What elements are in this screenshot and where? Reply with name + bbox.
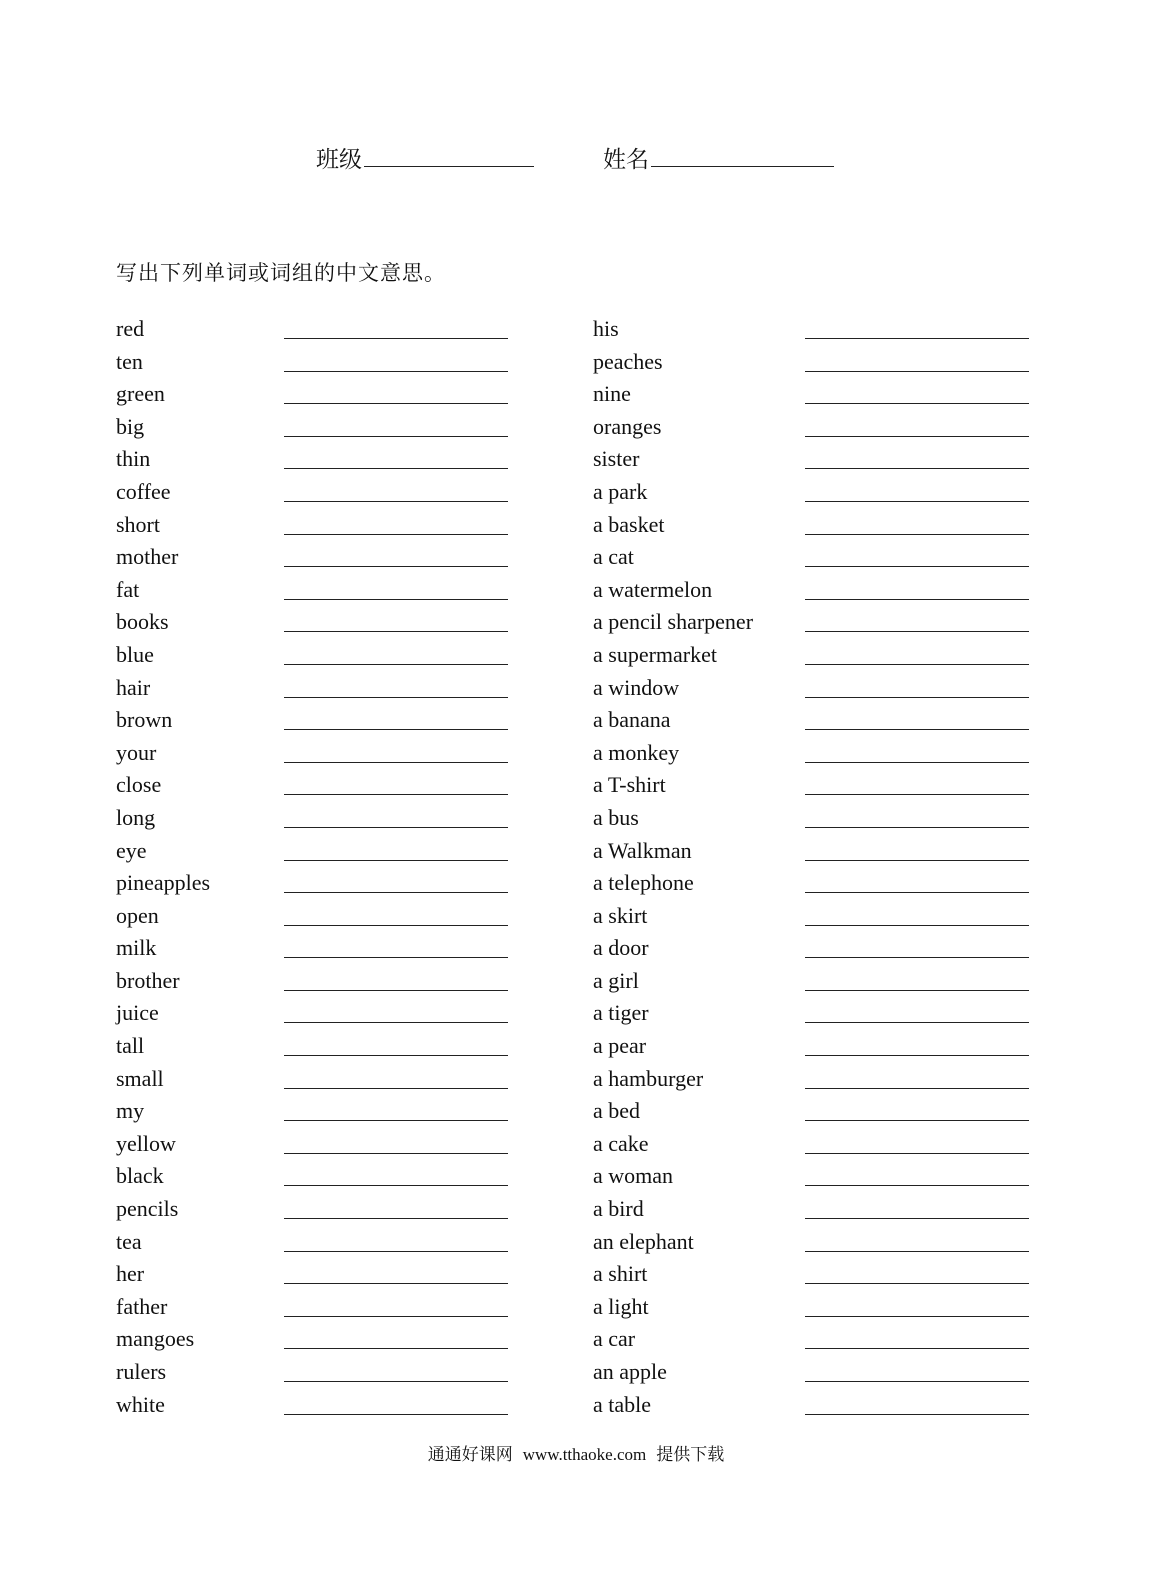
- answer-blank[interactable]: [805, 1153, 1029, 1154]
- vocab-row: [116, 870, 576, 903]
- vocab-row: [593, 512, 1053, 545]
- vocab-row: [593, 544, 1053, 577]
- footer-note: 提供下载: [656, 1445, 725, 1464]
- vocab-word: a T-shirt: [593, 772, 666, 798]
- vocab-row: [116, 1098, 576, 1131]
- answer-blank[interactable]: [805, 827, 1029, 828]
- answer-blank[interactable]: [805, 1316, 1029, 1317]
- vocab-word: books: [116, 609, 169, 635]
- answer-blank[interactable]: [284, 566, 508, 567]
- vocab-word: fat: [116, 576, 140, 602]
- vocab-word: a window: [593, 674, 680, 700]
- vocab-row: [593, 642, 1053, 675]
- vocab-row: [116, 642, 576, 675]
- answer-blank[interactable]: [805, 403, 1029, 404]
- answer-blank[interactable]: [805, 1055, 1029, 1056]
- vocab-word: a hamburger: [593, 1065, 704, 1091]
- vocab-row: [116, 1326, 576, 1359]
- vocab-row: [593, 740, 1053, 773]
- vocab-row: [593, 838, 1053, 871]
- vocab-word: pineapples: [116, 870, 211, 896]
- vocab-word: a Walkman: [593, 837, 692, 863]
- vocab-row: [593, 577, 1053, 610]
- vocab-word: my: [116, 1098, 145, 1124]
- vocab-word: mother: [116, 544, 179, 570]
- answer-blank[interactable]: [284, 1022, 508, 1023]
- vocab-word: thin: [116, 446, 151, 472]
- answer-blank[interactable]: [805, 631, 1029, 632]
- answer-blank[interactable]: [805, 1218, 1029, 1219]
- vocab-row: [593, 1163, 1053, 1196]
- answer-blank[interactable]: [805, 501, 1029, 502]
- vocab-word: your: [116, 739, 157, 765]
- vocab-word: short: [116, 511, 160, 537]
- vocab-word: her: [116, 1261, 145, 1287]
- vocab-row: [116, 479, 576, 512]
- vocab-word: a supermarket: [593, 641, 717, 667]
- vocab-word: a park: [593, 478, 648, 504]
- vocab-word: peaches: [593, 348, 663, 374]
- answer-blank[interactable]: [805, 1348, 1029, 1349]
- answer-blank[interactable]: [805, 892, 1029, 893]
- vocab-row: [593, 316, 1053, 349]
- answer-blank[interactable]: [805, 1283, 1029, 1284]
- vocab-row: [116, 381, 576, 414]
- vocab-row: [116, 1000, 576, 1033]
- answer-blank[interactable]: [284, 338, 508, 339]
- vocab-word: brown: [116, 707, 173, 733]
- answer-blank[interactable]: [805, 860, 1029, 861]
- footer-url: www.tthaoke.com: [522, 1445, 647, 1464]
- vocab-word: a banana: [593, 707, 671, 733]
- answer-blank[interactable]: [284, 794, 508, 795]
- answer-blank[interactable]: [284, 436, 508, 437]
- vocab-word: hair: [116, 674, 151, 700]
- answer-blank[interactable]: [284, 1316, 508, 1317]
- vocab-row: [116, 446, 576, 479]
- vocab-word: a watermelon: [593, 576, 713, 602]
- answer-blank[interactable]: [284, 1283, 508, 1284]
- footer-site-name: 通通好课网: [427, 1445, 513, 1464]
- answer-blank[interactable]: [805, 794, 1029, 795]
- vocab-word: a cake: [593, 1130, 649, 1156]
- vocab-word: father: [116, 1293, 168, 1319]
- vocab-word: red: [116, 316, 145, 341]
- answer-blank[interactable]: [284, 1088, 508, 1089]
- answer-blank[interactable]: [805, 338, 1029, 339]
- answer-blank[interactable]: [284, 892, 508, 893]
- vocab-row: [116, 1163, 576, 1196]
- vocab-word: nine: [593, 381, 631, 407]
- vocab-word: a monkey: [593, 739, 680, 765]
- vocab-row: [593, 349, 1053, 382]
- answer-blank[interactable]: [805, 957, 1029, 958]
- vocab-word: a bird: [593, 1196, 644, 1222]
- vocab-row: [593, 446, 1053, 479]
- vocab-row: [593, 870, 1053, 903]
- vocab-word: small: [116, 1065, 164, 1091]
- vocab-word: blue: [116, 641, 154, 667]
- answer-blank[interactable]: [284, 1120, 508, 1121]
- vocab-word: rulers: [116, 1359, 167, 1384]
- answer-blank[interactable]: [284, 1185, 508, 1186]
- answer-blank[interactable]: [805, 925, 1029, 926]
- vocab-row: [116, 1261, 576, 1294]
- class-field: [316, 138, 534, 180]
- vocab-word: pencils: [116, 1196, 179, 1222]
- answer-blank[interactable]: [284, 729, 508, 730]
- answer-blank[interactable]: [284, 697, 508, 698]
- vocab-row: [593, 903, 1053, 936]
- vocab-word: white: [116, 1391, 165, 1417]
- vocab-row: [116, 1359, 576, 1392]
- vocab-row: [593, 772, 1053, 805]
- vocab-row: [116, 1392, 576, 1425]
- vocab-word: a woman: [593, 1163, 674, 1189]
- vocab-row: [593, 1196, 1053, 1229]
- vocab-word: tall: [116, 1033, 145, 1059]
- answer-blank[interactable]: [805, 729, 1029, 730]
- vocab-word: a tiger: [593, 1000, 649, 1026]
- vocab-word: long: [116, 804, 156, 830]
- answer-blank[interactable]: [284, 1414, 508, 1415]
- vocab-word: big: [116, 413, 145, 439]
- vocab-word: milk: [116, 935, 157, 961]
- vocab-row: [116, 968, 576, 1001]
- vocab-row: [593, 1294, 1053, 1327]
- vocab-word: a basket: [593, 511, 665, 537]
- vocab-row: [116, 1066, 576, 1099]
- vocab-word: a cat: [593, 544, 634, 570]
- vocab-row: [593, 1326, 1053, 1359]
- vocab-row: [593, 675, 1053, 708]
- answer-blank[interactable]: [284, 1251, 508, 1252]
- vocab-row: [116, 1131, 576, 1164]
- vocab-word: a girl: [593, 967, 639, 993]
- answer-blank[interactable]: [284, 1055, 508, 1056]
- vocab-word: close: [116, 772, 162, 798]
- vocab-row: [116, 316, 576, 349]
- vocab-row: [116, 740, 576, 773]
- answer-blank[interactable]: [805, 1022, 1029, 1023]
- vocab-row: [593, 1098, 1053, 1131]
- vocab-word: a table: [593, 1391, 652, 1417]
- answer-blank[interactable]: [805, 1414, 1029, 1415]
- answer-blank[interactable]: [284, 403, 508, 404]
- answer-blank[interactable]: [805, 762, 1029, 763]
- answer-blank[interactable]: [284, 371, 508, 372]
- answer-blank[interactable]: [284, 501, 508, 502]
- answer-blank[interactable]: [284, 762, 508, 763]
- vocab-row: [116, 838, 576, 871]
- vocab-word: sister: [593, 446, 640, 472]
- answer-blank[interactable]: [284, 925, 508, 926]
- vocab-row: [593, 1033, 1053, 1066]
- answer-blank[interactable]: [284, 468, 508, 469]
- answer-blank[interactable]: [805, 436, 1029, 437]
- vocab-word: black: [116, 1163, 164, 1189]
- answer-blank[interactable]: [284, 631, 508, 632]
- answer-blank[interactable]: [284, 599, 508, 600]
- vocab-row: [593, 968, 1053, 1001]
- left-word-column: [116, 316, 576, 1424]
- answer-blank[interactable]: [284, 1381, 508, 1382]
- vocab-row: [593, 1131, 1053, 1164]
- vocab-word: a pencil sharpener: [593, 609, 754, 635]
- vocab-word: a pear: [593, 1033, 647, 1059]
- vocab-word: a car: [593, 1326, 636, 1352]
- vocab-row: [593, 1229, 1053, 1262]
- vocab-row: [593, 935, 1053, 968]
- header: [0, 138, 1152, 178]
- answer-blank[interactable]: [805, 566, 1029, 567]
- vocab-row: [116, 609, 576, 642]
- vocab-word: brother: [116, 967, 180, 993]
- vocab-row: [593, 1359, 1053, 1392]
- class-blank[interactable]: [364, 138, 534, 167]
- answer-blank[interactable]: [805, 1088, 1029, 1089]
- answer-blank[interactable]: [284, 1218, 508, 1219]
- vocab-word: a telephone: [593, 870, 694, 896]
- vocab-row: [116, 805, 576, 838]
- answer-blank[interactable]: [284, 1153, 508, 1154]
- vocab-row: [593, 414, 1053, 447]
- vocab-row: [593, 1392, 1053, 1425]
- answer-blank[interactable]: [284, 860, 508, 861]
- answer-blank[interactable]: [284, 827, 508, 828]
- vocab-row: [116, 935, 576, 968]
- vocab-row: [593, 1066, 1053, 1099]
- vocab-word: oranges: [593, 413, 662, 439]
- answer-blank[interactable]: [805, 990, 1029, 991]
- answer-blank[interactable]: [805, 468, 1029, 469]
- vocab-row: [593, 609, 1053, 642]
- answer-blank[interactable]: [805, 1251, 1029, 1252]
- answer-blank[interactable]: [805, 371, 1029, 372]
- vocab-row: [116, 544, 576, 577]
- vocab-word: yellow: [116, 1130, 176, 1156]
- vocab-word: coffee: [116, 478, 171, 504]
- name-label: 姓名: [603, 147, 649, 172]
- answer-blank[interactable]: [284, 990, 508, 991]
- answer-blank[interactable]: [805, 697, 1029, 698]
- vocab-row: [593, 479, 1053, 512]
- vocab-word: eye: [116, 837, 147, 863]
- vocab-word: a shirt: [593, 1261, 648, 1287]
- answer-blank[interactable]: [805, 534, 1029, 535]
- answer-blank[interactable]: [805, 1185, 1029, 1186]
- vocab-word: tea: [116, 1228, 142, 1254]
- vocab-word: mangoes: [116, 1326, 195, 1352]
- answer-blank[interactable]: [805, 599, 1029, 600]
- vocab-row: [593, 805, 1053, 838]
- vocab-row: [593, 1000, 1053, 1033]
- vocab-row: [116, 1196, 576, 1229]
- vocab-row: [116, 675, 576, 708]
- name-blank[interactable]: [651, 138, 834, 167]
- answer-blank[interactable]: [284, 957, 508, 958]
- answer-blank[interactable]: [805, 664, 1029, 665]
- class-label: 班级: [316, 147, 362, 172]
- vocab-row: [116, 707, 576, 740]
- vocab-row: [116, 414, 576, 447]
- vocab-word: a door: [593, 935, 649, 961]
- vocab-row: [593, 381, 1053, 414]
- vocab-row: [116, 903, 576, 936]
- vocab-row: [116, 1229, 576, 1262]
- vocab-word: a light: [593, 1293, 649, 1319]
- name-field: [603, 138, 834, 180]
- answer-blank[interactable]: [284, 664, 508, 665]
- vocab-word: juice: [116, 1000, 159, 1026]
- vocab-word: open: [116, 902, 159, 928]
- vocab-row: [116, 1033, 576, 1066]
- right-word-column: [593, 316, 1053, 1424]
- vocab-row: [593, 707, 1053, 740]
- answer-blank[interactable]: [805, 1381, 1029, 1382]
- vocab-word: an apple: [593, 1359, 667, 1384]
- vocab-word: an elephant: [593, 1228, 694, 1254]
- instruction: 写出下列单词或词组的中文意思。: [116, 261, 446, 285]
- vocab-row: [593, 1261, 1053, 1294]
- vocab-row: [116, 772, 576, 805]
- vocab-word: ten: [116, 348, 143, 374]
- answer-blank[interactable]: [284, 1348, 508, 1349]
- vocab-word: green: [116, 381, 165, 407]
- vocab-word: a skirt: [593, 902, 648, 928]
- vocab-word: a bus: [593, 804, 639, 830]
- vocab-row: [116, 349, 576, 382]
- vocab-row: [116, 577, 576, 610]
- vocab-word: a bed: [593, 1098, 641, 1124]
- vocab-word: his: [593, 316, 619, 341]
- answer-blank[interactable]: [284, 534, 508, 535]
- answer-blank[interactable]: [805, 1120, 1029, 1121]
- vocab-row: [116, 1294, 576, 1327]
- vocab-row: [116, 512, 576, 545]
- footer: [0, 1443, 1152, 1467]
